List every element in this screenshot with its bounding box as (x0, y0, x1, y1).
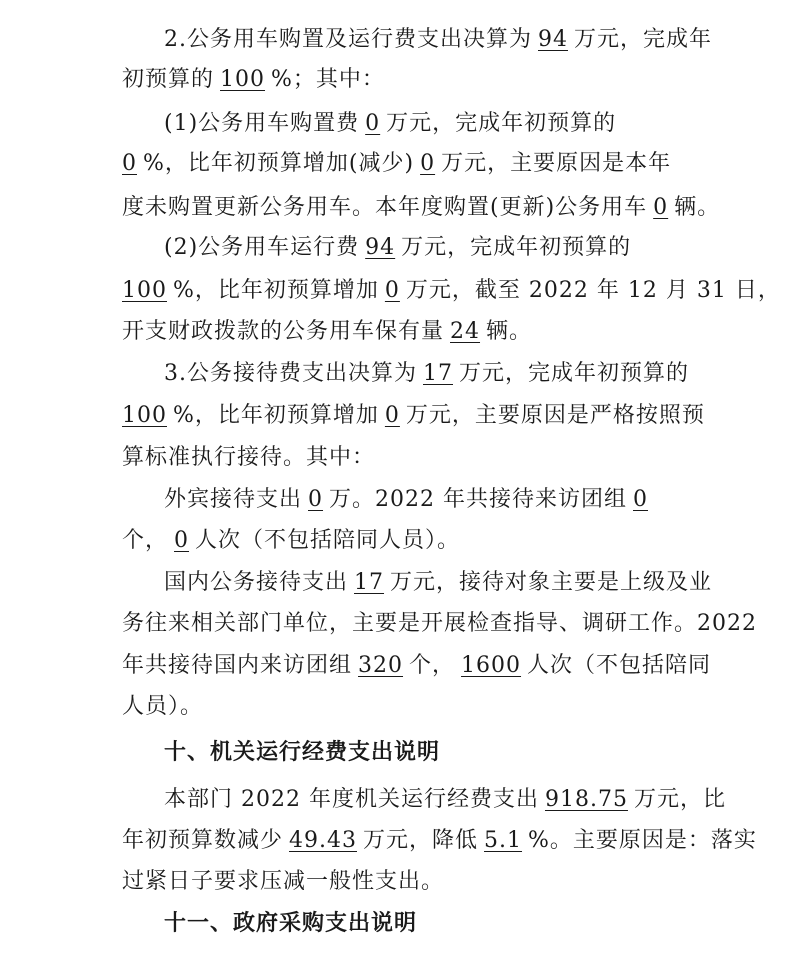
underlined-value: 94 (538, 27, 568, 52)
text-line: 年共接待国内来访团组 320 个， 1600 人次（不包括陪同 (122, 653, 712, 678)
underlined-value: 0 (365, 111, 381, 136)
underlined-value: 0 (122, 151, 137, 176)
text-line: 过紧日子要求压减一般性支出。 (122, 869, 445, 894)
text-line: 本部门 2022 年度机关运行经费支出 918.75 万元，比 (164, 787, 726, 812)
underlined-value: 0 (384, 403, 400, 428)
underlined-value: 918.75 (544, 787, 628, 812)
underlined-value: 100 (122, 403, 167, 428)
text-line: 个， 0 人次（不包括陪同人员）。 (122, 528, 461, 553)
underlined-value: 0 (653, 195, 669, 220)
underlined-value: 0 (633, 487, 648, 512)
underlined-value: 17 (423, 361, 453, 386)
underlined-value: 0 (420, 151, 436, 176)
section-heading: 十、机关运行经费支出说明 (164, 740, 441, 765)
text-line: 0 %，比年初预算增加(减少) 0 万元，主要原因是本年 (122, 151, 672, 176)
text-line: 初预算的 100 %；其中： (122, 67, 385, 92)
text-line: 算标准执行接待。其中： (122, 445, 376, 470)
text-line: 100 %，比年初预算增加 0 万元，主要原因是严格按照预 (122, 403, 705, 428)
underlined-value: 100 (220, 67, 266, 92)
underlined-value: 17 (354, 570, 385, 595)
section-heading: 十一、政府采购支出说明 (164, 911, 418, 936)
underlined-value: 1600 (461, 653, 522, 678)
underlined-value: 0 (384, 278, 400, 303)
text-line: 2.公务用车购置及运行费支出决算为 94 万元，完成年 (164, 27, 713, 52)
underlined-value: 100 (122, 278, 167, 303)
text-line: 国内公务接待支出 17 万元，接待对象主要是上级及业 (164, 570, 713, 595)
text-line: 度未购置更新公务用车。本年度购置(更新)公务用车 0 辆。 (122, 195, 721, 220)
text-line: 务往来相关部门单位，主要是开展检查指导、调研工作。2022 (122, 611, 757, 636)
underlined-value: 49.43 (289, 828, 357, 853)
text-line: (1)公务用车购置费 0 万元，完成年初预算的 (164, 111, 617, 136)
text-line: 3.公务接待费支出决算为 17 万元，完成年初预算的 (164, 361, 690, 386)
underlined-value: 320 (358, 653, 404, 678)
text-line: 开支财政拨款的公务用车保有量 24 辆。 (122, 319, 533, 344)
text-line: 年初预算数减少 49.43 万元，降低 5.1 %。主要原因是：落实 (122, 828, 757, 853)
underlined-value: 0 (308, 487, 324, 512)
underlined-value: 94 (365, 235, 396, 260)
text-line: 人员）。 (122, 694, 204, 719)
text-line: 100 %，比年初预算增加 0 万元，截至 2022 年 12 月 31 日， (122, 278, 781, 303)
underlined-value: 5.1 (484, 828, 523, 853)
underlined-value: 24 (450, 319, 481, 344)
underlined-value: 0 (174, 528, 190, 553)
text-line: (2)公务用车运行费 94 万元，完成年初预算的 (164, 235, 632, 260)
text-line: 外宾接待支出 0 万。2022 年共接待来访团组 0 (164, 482, 682, 518)
